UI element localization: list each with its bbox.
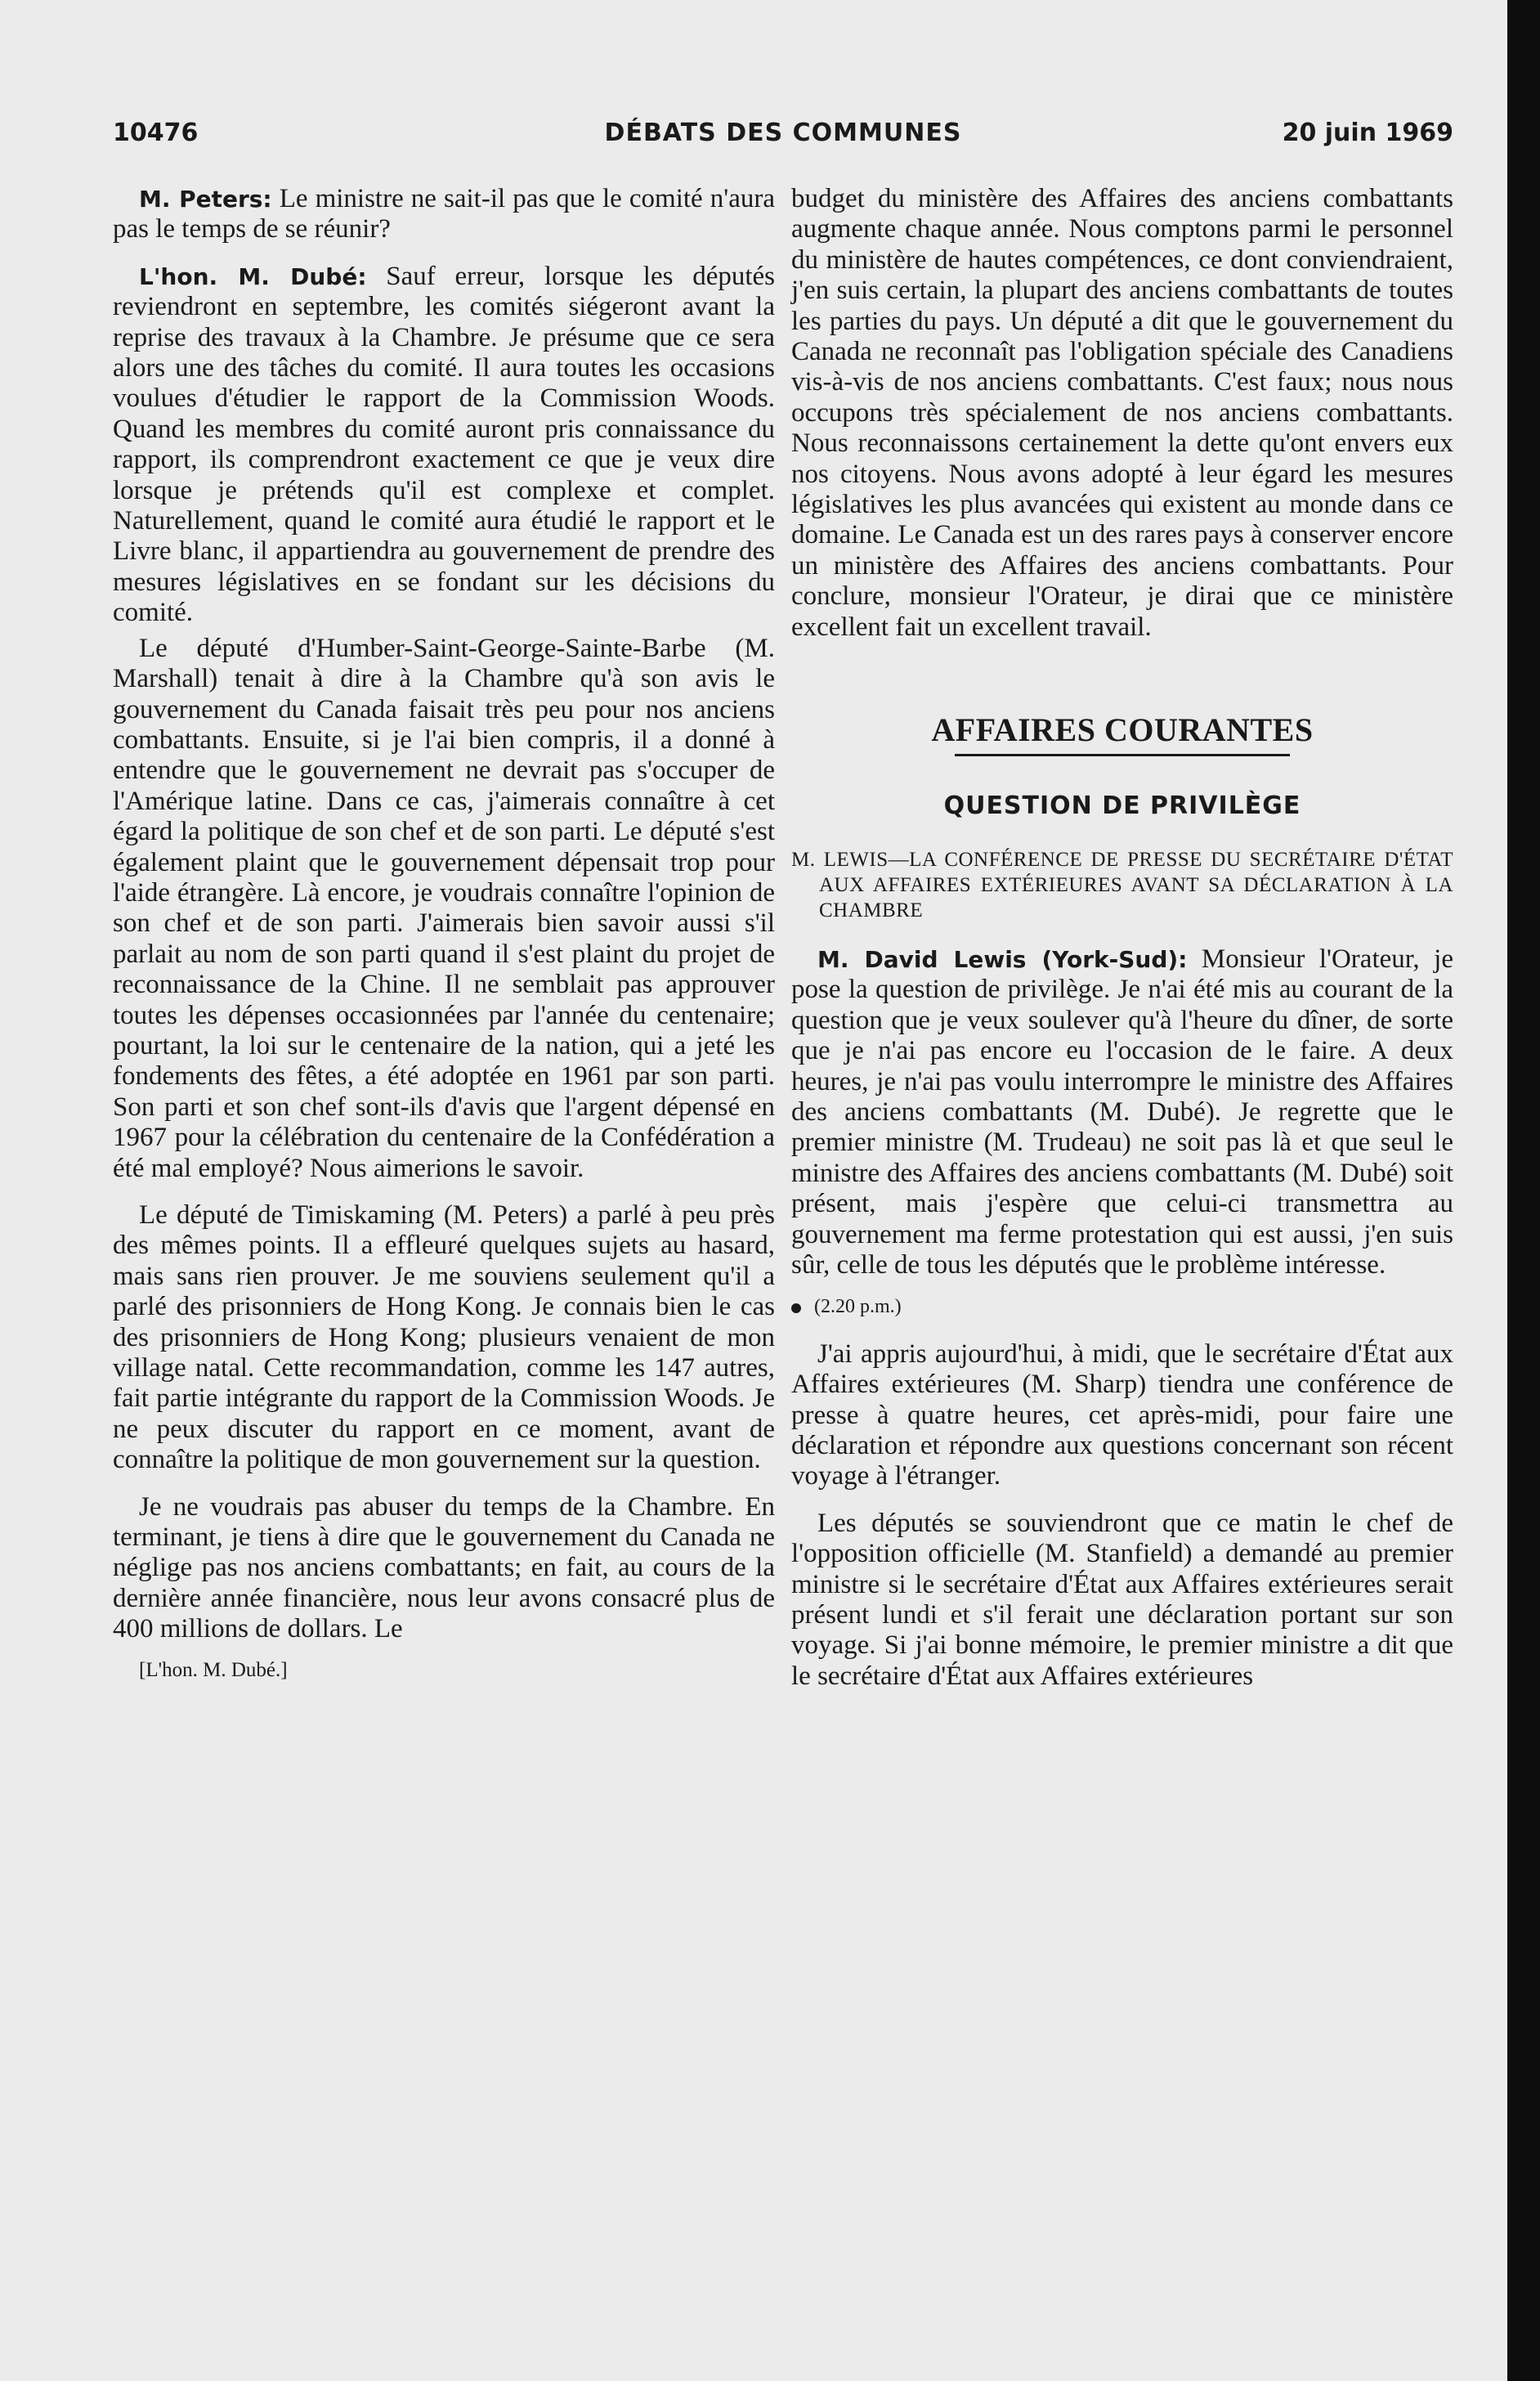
speech-text: Monsieur l'Orateur, je pose la question de privilège. Je n'ai été mis au courant de la question que je veux soulever qu'à l'heure du dîner, de sorte que je n'ai pas encore eu l'occasion de le faire. A deux heures, je n'ai pas voulu interrompre le ministre des Affaires des anciens combattants (M. Dubé). Je regrette que le premier ministre (M. Trudeau) ne soit pas là et que seul le ministre des Affaires des anciens combattants (M. Dubé) soit présent, mais j'espère que celui-ci transmettra au gouvernement ma ferme protestation qui est aussi, j'en suis sûr, celle de tous les députés que le problème intéresse. [791, 944, 1453, 1280]
bullet-icon [791, 1303, 801, 1313]
paragraph [791, 944, 1453, 1280]
paragraph: J'ai appris aujourd'hui, à midi, que le secrétaire d'État aux Affaires extérieures (M. Sharp) tiendra une conférence de presse à quatre heures, cet après-midi, pour faire une déclaration et répondre aux questions concernant son récent voyage à l'étranger. [791, 1338, 1453, 1491]
paragraph [113, 184, 775, 245]
page-number: 10476 [113, 119, 199, 147]
paragraph: Le député de Timiskaming (M. Peters) a parlé à peu près des mêmes points. Il a effleuré quelques sujets au hasard, mais sans rien prouver. Je me souviens seulement qu'il a parlé des prisonniers de Hong Kong. Je connais bien le cas des prisonniers de Hong Kong; plusieurs venaient de mon village natal. Cette recommandation, comme les 147 autres, fait partie intégrante du rapport de la Commission Woods. Je ne peux discuter du rapport en ce moment, avant de connaître la politique de mon gouvernement sur la question. [113, 1200, 775, 1475]
heading-rule [955, 754, 1290, 756]
publication-title: DÉBATS DES COMMUNES [604, 119, 962, 147]
page-date: 20 juin 1969 [1282, 119, 1453, 147]
paragraph: budget du ministère des Affaires des anciens combattants augmente chaque année. Nous comptons parmi le personnel du ministère de hautes compétences, ce dont conviendraient, j'en suis certain, la plupart des anciens combattants de toutes les parties du pays. Un député a dit que le gouvernement du Canada ne reconnaît pas l'obligation spéciale des Canadiens vis-à-vis de nos anciens combattants. C'est faux; nous nous occupons très spécialement de nos anciens combattants. Nous reconnaissons certainement la dette qu'ont envers eux nos citoyens. Nous avons adopté à leur égard les mesures législatives les plus avancées qui existent au monde dans ce domaine. Le Canada est un des rares pays à conserver encore un ministère des Affaires des anciens combattants. Pour conclure, monsieur l'Orateur, je dirai que ce ministère excellent fait un excellent travail. [791, 184, 1453, 642]
speech-text: Le ministre ne sait-il pas que le comité n'aura pas le temps de se réunir? [113, 184, 775, 244]
scan-edge [1507, 0, 1540, 2381]
left-column [113, 184, 775, 1685]
speaker-name: L'hon. M. Dubé: [139, 262, 367, 290]
speech-text: Sauf erreur, lorsque les députés reviendront en septembre, les comités siégeront avant la reprise des travaux à la Chambre. Je présume que ce sera alors une des tâches du comité. Il aura toutes les occasions voulues d'étudier le rapport de la Commission Woods. Quand les membres du comité auront pris connaissance du rapport, ils comprendront exactement ce que je veux dire lorsque je prétends qu'il est complexe et complet. Naturellement, quand le comité aura étudié le rapport et le Livre blanc, il appartiendra au gouvernement de prendre des mesures législatives en se fondant sur les décisions du comité. [113, 261, 775, 628]
paragraph: Les députés se souviendront que ce matin le chef de l'opposition officielle (M. Stanfield) a demandé au premier ministre si le secrétaire d'État aux Affaires extérieures serait présent lundi et s'il ferait une déclaration portant sur son voyage. Si j'ai bonne mémoire, le premier ministre a dit que le secrétaire d'État aux Affaires extérieures [791, 1508, 1453, 1691]
page-header [113, 119, 1453, 159]
subsection-heading: QUESTION DE PRIVILÈGE [943, 791, 1301, 820]
paragraph [113, 262, 775, 629]
time-stamp: (2.20 p.m.) [814, 1296, 902, 1318]
paragraph: Le député d'Humber-Saint-George-Sainte-Barbe (M. Marshall) tenait à dire à la Chambre qu'à son avis le gouvernement du Canada faisait très peu pour nos anciens combattants. Ensuite, si je l'ai bien compris, il a donné à entendre que le gouvernement ne devrait pas s'occuper de l'Amérique latine. Dans ce cas, j'aimerais connaître à cet égard la politique de son chef et de son parti. Le député s'est également plaint que le gouvernement dépensait trop pour l'aide étrangère. Là encore, je voudrais connaître l'opinion de son chef et de son parti. J'aimerais bien savoir aussi s'il parlait au nom de son parti quand il s'est plaint du projet de reconnaissance de la Chine. Il ne semblait pas approuver toutes les dépenses occasionnées par l'année du centenaire; pourtant, la loi sur le centenaire de la nation, qui a jeté les fondements des fêtes, a été adoptée en 1961 par son parti. Son parti et son chef sont-ils d'avis que l'argent dépensé en 1967 pour la célébration du centenaire de la Confédération a été mal employé? Nous aimerions le savoir. [113, 633, 775, 1183]
paragraph: Je ne voudrais pas abuser du temps de la Chambre. En terminant, je tiens à dire que le gouvernement du Canada ne néglige pas nos anciens combattants; en fait, au cours de la dernière année financière, nous leur avons consacré plus de 400 millions de dollars. Le [113, 1491, 775, 1644]
section-heading: AFFAIRES COURANTES [931, 711, 1314, 749]
right-column [791, 184, 1453, 1692]
time-marker [791, 1292, 1453, 1322]
topic-heading: M. LEWIS—LA CONFÉRENCE DE PRESSE DU SECRÉTAIRE D'ÉTAT AUX AFFAIRES EXTÉRIEURES AVANT SA DÉCLARATION À LA CHAMBRE [791, 848, 1453, 921]
speaker-footer: [L'hon. M. Dubé.] [139, 1658, 288, 1681]
speaker-name: M. David Lewis (York-Sud): [817, 945, 1188, 973]
speaker-name: M. Peters: [139, 186, 272, 213]
